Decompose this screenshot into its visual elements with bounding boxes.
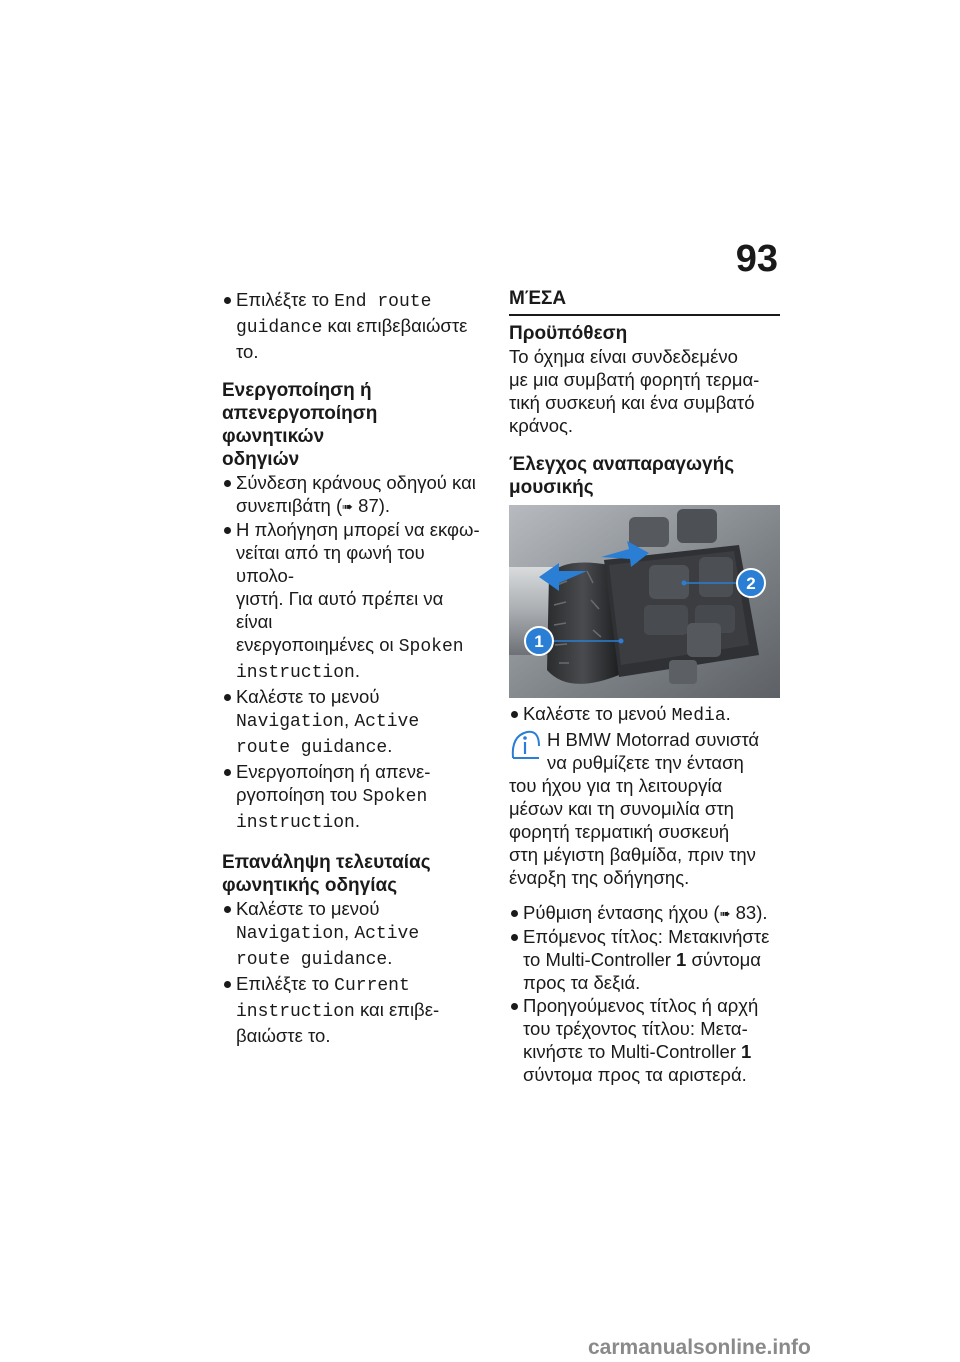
arrow-right-icon: ➠ bbox=[342, 499, 354, 514]
list-item: Καλέστε το μενού Media. bbox=[509, 702, 780, 728]
prereq-text: Το όχημα είναι συνδεδεμένο με μια συμβατή φορητή τερμα- τική συσκευή και ένα συμβατό κράνος. bbox=[509, 346, 760, 436]
list-item: Προηγούμενος τίτλος ή αρχή του τρέχοντος τίτλου: Μετα- κινήστε το Multi-Controller 1 σύντομα προς τα αριστερά. bbox=[509, 994, 780, 1086]
handlebar-illustration bbox=[509, 505, 780, 698]
info-note: Η BMW Motorrad συνιστά να ρυθμίζετε την ένταση του ήχου για τη λειτουργία μέσων και τη συνομιλία στη φορητή τερματική συσκευή στη μέγιστη βαθμίδα, πριν την έναρξη της οδήγησης. bbox=[509, 729, 760, 888]
prereq-title: Προϋπόθεση bbox=[509, 323, 628, 344]
callout-1-label: 1 bbox=[534, 632, 544, 651]
list-item: Η πλοήγηση μπορεί να εκφω- νείται από τη φωνή του υπολο- γιστή. Για αυτό πρέπει να είναι ενεργοποιημένες οι Spoken instruction. bbox=[222, 518, 484, 685]
callout-2-label: 2 bbox=[746, 574, 756, 593]
music-title: Έλεγχος αναπαραγωγής μουσικής bbox=[509, 454, 735, 498]
watermark: carmanualsonline.info bbox=[588, 1336, 811, 1359]
list-item: Ενεργοποίηση ή απενε- ργοποίηση του Spoken instruction. bbox=[222, 760, 484, 835]
list-item: Καλέστε το μενού Navigation, Active route guidance. bbox=[222, 897, 484, 972]
intro-bullet: Επιλέξτε το End route guidance και επιβεβαιώστε το. bbox=[222, 288, 484, 363]
section-title-repeat: Επανάληψη τελευταίας φωνητικής οδηγίας bbox=[222, 852, 431, 896]
list-item: Επόμενος τίτλος: Μετακινήστε το Multi-Controller 1 σύντομα προς τα δεξιά. bbox=[509, 925, 780, 994]
arrow-right-icon: ➠ bbox=[719, 906, 731, 921]
info-icon bbox=[509, 728, 541, 762]
list-item: Ρύθμιση έντασης ήχου (➠ 83). bbox=[509, 901, 780, 925]
page-number: 93 bbox=[735, 238, 778, 280]
section-title-voice: Ενεργοποίηση ή απενεργοποίηση φωνητικών οδηγιών bbox=[222, 380, 378, 470]
section-title-media: ΜΈΣΑ bbox=[509, 288, 780, 316]
list-item: Επιλέξτε το Current instruction και επιβε- βαιώστε το. bbox=[222, 972, 484, 1047]
handlebar-controls-photo bbox=[509, 505, 780, 698]
left-column bbox=[222, 288, 484, 1047]
right-column bbox=[509, 288, 780, 1086]
list-item: Καλέστε το μενού Navigation, Active route guidance. bbox=[222, 685, 484, 760]
list-item: Σύνδεση κράνους οδηγού και συνεπιβάτη (➠ 87). bbox=[222, 471, 484, 518]
